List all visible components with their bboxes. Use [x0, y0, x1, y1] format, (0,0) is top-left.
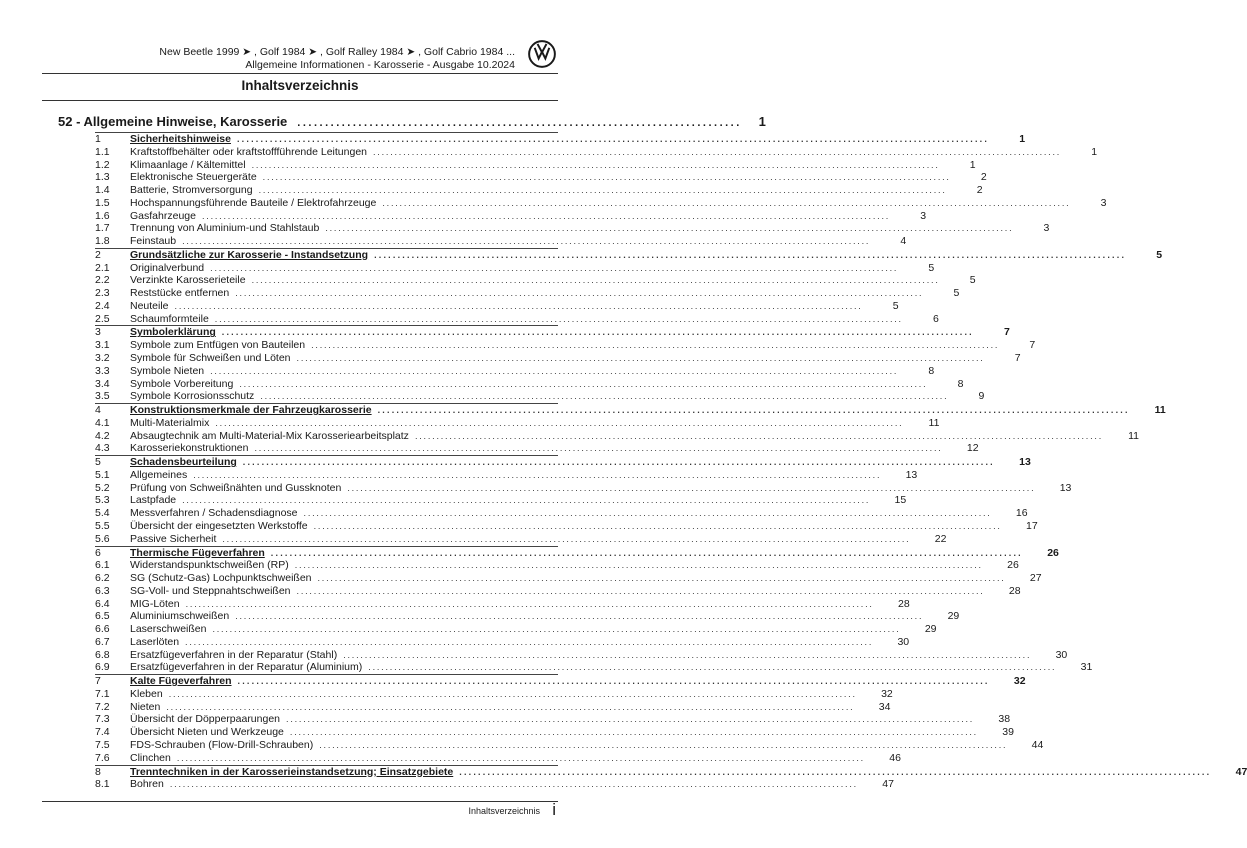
- entry-number: 7.1: [95, 687, 110, 700]
- entry-number: 3.4: [95, 377, 110, 390]
- entry-page: 44: [1031, 738, 1044, 751]
- entry-number: 5.6: [95, 532, 110, 545]
- entry-title: Lastpfade: [130, 494, 177, 507]
- entry-page: 15: [894, 494, 907, 507]
- entry-number: 6.2: [95, 572, 110, 585]
- toc-subsection-entry[interactable]: [95, 222, 1050, 235]
- entry-number: 1: [95, 133, 101, 145]
- dot-leader: ................................................................................................................................................................: [459, 766, 1212, 777]
- entry-page: 5: [928, 261, 935, 274]
- entry-title: Übersicht der Döpperpaarungen: [130, 713, 281, 726]
- entry-page: 30: [1055, 648, 1068, 661]
- dot-leader: ................................................................................................................................................................: [168, 688, 857, 699]
- toc-subsection-entry[interactable]: [95, 623, 937, 636]
- entry-title: MIG-Löten: [130, 597, 180, 610]
- entry-page: 13: [1059, 481, 1072, 494]
- entry-page: 29: [924, 623, 937, 636]
- entry-number: 6: [95, 546, 101, 559]
- entry-page: 32: [881, 687, 893, 700]
- dot-leader: ................................................................................................................................................................: [185, 598, 874, 609]
- dot-leader: ................................................................................................................................................................: [210, 365, 899, 376]
- entry-title: Nieten: [130, 700, 161, 713]
- entry-title: Grundsätzliche zur Karosserie - Instandsetzung: [130, 248, 369, 261]
- dot-leader: ................................................................................................................................................................: [313, 520, 1002, 531]
- dot-leader: ................................................................................................................................................................: [262, 172, 951, 183]
- entry-number: 6.1: [95, 559, 110, 572]
- entry-title: Ersatzfügeverfahren in der Reparatur (Aluminium): [130, 661, 363, 674]
- toc-subsection-entry[interactable]: [95, 299, 899, 313]
- dot-leader: ................................................................................................................................................................: [311, 340, 1000, 351]
- entry-page: 11: [928, 416, 940, 429]
- document-header: [159, 46, 515, 72]
- dot-leader: ................................................................................................................................................................: [289, 727, 978, 738]
- entry-number: 7.2: [95, 700, 110, 713]
- entry-number: 6.9: [95, 661, 110, 674]
- entry-title: Elektronische Steuergeräte: [130, 171, 257, 184]
- entry-title: Konstruktionsmerkmale der Fahrzeugkarosserie: [130, 404, 372, 417]
- dot-leader: ................................................................................................................................................................: [235, 288, 924, 299]
- dot-leader: ................................................................................................................................................................: [368, 662, 1057, 673]
- entry-number: 2: [95, 248, 101, 261]
- dot-leader: ................................................................................................................................................................: [235, 611, 924, 622]
- dot-leader: ................................................................................................................................................................: [236, 134, 990, 144]
- dot-leader: ................................................................................................................................................................: [201, 210, 891, 221]
- entry-page: 5: [953, 287, 960, 300]
- entry-title: Symbole für Schweißen und Löten: [130, 352, 291, 365]
- entry-number: 1.5: [95, 196, 110, 209]
- entry-number: 1.7: [95, 222, 110, 235]
- dot-leader: ................................................................................: [297, 117, 742, 129]
- dot-leader: ................................................................................................................................................................: [222, 533, 911, 544]
- page-title: Inhaltsverzeichnis: [241, 78, 359, 93]
- toc-subsection-entry[interactable]: [95, 507, 1028, 520]
- entry-title: Symbole Korrosionsschutz: [130, 390, 255, 403]
- dot-leader: ................................................................................................................................................................: [377, 405, 1130, 416]
- dot-leader: ................................................................................................................................................................: [254, 443, 943, 454]
- dot-leader: ................................................................................................................................................................: [296, 585, 985, 596]
- entry-page: 47: [882, 778, 894, 791]
- entry-title: SG-Voll- und Steppnahtschweißen: [130, 584, 291, 597]
- entry-page: 3: [1100, 196, 1107, 209]
- entry-page: 2: [976, 184, 983, 197]
- entry-page: 8: [928, 364, 935, 377]
- entry-page: 5: [892, 299, 899, 312]
- entry-title: Messverfahren / Schadensdiagnose: [130, 507, 298, 520]
- toc-subsection-entry[interactable]: [95, 713, 1011, 726]
- entry-page: 39: [1002, 726, 1014, 739]
- entry-title: Trenntechniken in der Karosserieinstandsetzung; Einsatzgebiete: [130, 765, 454, 778]
- entry-page: 26: [1047, 546, 1059, 559]
- dot-leader: ................................................................................................................................................................: [317, 573, 1006, 584]
- entry-title: Absaugtechnik am Multi-Material-Mix Karosseriearbeitsplatz: [130, 429, 409, 442]
- toc-subsection-entry[interactable]: [95, 610, 960, 623]
- dot-leader: ................................................................................................................................................................: [210, 262, 899, 273]
- footer-page-number: i: [552, 800, 556, 819]
- entry-title: Symbolerklärung: [130, 326, 216, 339]
- entry-page: 16: [1015, 507, 1028, 520]
- chapter-page: 1: [758, 114, 766, 129]
- dot-leader: ................................................................................................................................................................: [242, 457, 995, 468]
- entry-title: Übersicht der eingesetzten Werkstoffe: [130, 519, 308, 532]
- toc-section-entry[interactable]: [95, 456, 1031, 469]
- toc-subsection-entry[interactable]: [95, 184, 983, 197]
- toc-subsection-entry[interactable]: [95, 390, 985, 403]
- entry-number: 7.6: [95, 751, 110, 764]
- dot-leader: ................................................................................................................................................................: [237, 676, 990, 687]
- entry-title: Schadensbeurteilung: [130, 456, 237, 469]
- toc-subsection-entry[interactable]: [95, 442, 979, 455]
- entry-number: 4.3: [95, 442, 110, 455]
- footer-label: Inhaltsverzeichnis: [468, 806, 540, 816]
- entry-page: 7: [1029, 339, 1036, 352]
- entry-number: 1.8: [95, 235, 110, 248]
- entry-title: Symbole Vorbereitung: [130, 377, 234, 390]
- dot-leader: ................................................................................................................................................................: [239, 378, 928, 389]
- toc-chapter-entry[interactable]: [58, 114, 766, 132]
- header-rule-bottom: [42, 100, 558, 101]
- entry-title: Bohren: [130, 778, 164, 791]
- chapter-title: 52 - Allgemeine Hinweise, Karosserie: [58, 114, 288, 129]
- dot-leader: ................................................................................................................................................................: [251, 275, 940, 286]
- dot-leader: ................................................................................................................................................................: [193, 469, 882, 480]
- entry-title: Feinstaub: [130, 235, 177, 248]
- dot-leader: ................................................................................................................................................................: [347, 482, 1036, 493]
- entry-title: Schaumformteile: [130, 312, 209, 325]
- entry-page: 28: [1008, 584, 1021, 597]
- toc-subsection-entry[interactable]: [95, 416, 940, 430]
- entry-number: 4.1: [95, 416, 110, 429]
- entry-page: 32: [1013, 675, 1026, 688]
- entry-title: FDS-Schrauben (Flow-Drill-Schrauben): [130, 738, 314, 751]
- entry-number: 3.3: [95, 364, 110, 377]
- entry-number: 1.4: [95, 184, 110, 197]
- toc-subsection-entry[interactable]: [95, 209, 927, 223]
- toc-subsection-entry[interactable]: [95, 481, 1072, 495]
- vw-logo-icon: [528, 40, 556, 68]
- entry-number: 7: [95, 675, 101, 688]
- entry-number: 8: [95, 765, 101, 778]
- toc-subsection-entry[interactable]: [95, 235, 907, 248]
- toc-subsection-entry[interactable]: [95, 494, 907, 507]
- entry-title: Multi-Materialmix: [130, 416, 210, 429]
- dot-leader: ................................................................................................................................................................: [176, 752, 865, 763]
- toc-subsection-entry[interactable]: [95, 312, 939, 326]
- table-of-contents: [95, 132, 1247, 791]
- entry-number: 2.5: [95, 312, 110, 325]
- entry-number: 5.1: [95, 468, 110, 481]
- toc-subsection-entry[interactable]: [95, 751, 901, 765]
- toc-subsection-entry[interactable]: [95, 287, 960, 300]
- entry-page: 13: [905, 468, 918, 481]
- entry-number: 6.5: [95, 610, 110, 623]
- entry-title: Clinchen: [130, 751, 171, 764]
- toc-subsection-entry[interactable]: [95, 196, 1107, 210]
- entry-title: SG (Schutz-Gas) Lochpunktschweißen: [130, 572, 312, 585]
- entry-number: 1.2: [95, 158, 110, 171]
- entry-title: Laserschweißen: [130, 623, 207, 636]
- entry-page: 30: [897, 635, 910, 648]
- dot-leader: ................................................................................................................................................................: [296, 353, 985, 364]
- dot-leader: ................................................................................................................................................................: [251, 159, 940, 170]
- entry-number: 3.5: [95, 390, 110, 403]
- dot-leader: ................................................................................................................................................................: [343, 649, 1032, 660]
- entry-page: 46: [889, 751, 901, 764]
- entry-number: 6.7: [95, 635, 110, 648]
- entry-number: 2.1: [95, 261, 110, 274]
- entry-number: 3: [95, 326, 101, 339]
- entry-number: 7.5: [95, 738, 110, 751]
- entry-number: 1.1: [95, 145, 110, 158]
- toc-subsection-entry[interactable]: [95, 339, 1036, 352]
- entry-number: 2.3: [95, 287, 110, 300]
- entry-page: 47: [1235, 765, 1247, 778]
- toc-section-entry[interactable]: [95, 546, 1059, 560]
- entry-number: 6.8: [95, 648, 110, 661]
- entry-number: 3.2: [95, 352, 110, 365]
- entry-number: 5.3: [95, 494, 110, 507]
- entry-title: Kraftstoffbehälter oder kraftstoffführende Leitungen: [130, 145, 367, 158]
- entry-page: 11: [1154, 404, 1166, 417]
- toc-subsection-entry[interactable]: [95, 532, 947, 546]
- dot-leader: ................................................................................................................................................................: [185, 636, 874, 647]
- entry-number: 6.6: [95, 623, 110, 636]
- toc-subsection-entry[interactable]: [95, 171, 987, 184]
- dot-leader: ................................................................................................................................................................: [374, 249, 1127, 260]
- entry-title: Klimaanlage / Kältemittel: [130, 158, 246, 171]
- dot-leader: ................................................................................................................................................................: [414, 430, 1104, 441]
- header-rule-top: [42, 73, 558, 74]
- entry-number: 3.1: [95, 339, 110, 352]
- toc-subsection-entry[interactable]: [95, 700, 891, 714]
- toc-subsection-entry[interactable]: [95, 687, 893, 701]
- entry-number: 8.1: [95, 778, 110, 791]
- entry-page: 12: [966, 442, 979, 455]
- dot-leader: ................................................................................................................................................................: [382, 197, 1071, 208]
- entry-title: Passive Sicherheit: [130, 532, 217, 545]
- toc-subsection-entry[interactable]: [95, 648, 1068, 662]
- entry-title: Verzinkte Karosserieteile: [130, 274, 246, 287]
- entry-number: 4: [95, 404, 101, 417]
- entry-page: 1: [969, 158, 976, 171]
- toc-subsection-entry[interactable]: [95, 261, 935, 275]
- entry-number: 6.3: [95, 584, 110, 597]
- entry-title: Prüfung von Schweißnähten und Gussknoten: [130, 481, 342, 494]
- dot-leader: ................................................................................................................................................................: [270, 547, 1023, 558]
- toc-subsection-entry[interactable]: [95, 661, 1093, 674]
- dot-leader: ................................................................................................................................................................: [258, 185, 947, 196]
- entry-title: Gasfahrzeuge: [130, 209, 196, 222]
- dot-leader: ................................................................................................................................................................: [182, 495, 871, 506]
- entry-title: Symbole zum Entfügen von Bauteilen: [130, 339, 306, 352]
- toc-subsection-entry[interactable]: [95, 597, 910, 611]
- entry-title: Kalte Fügeverfahren: [130, 675, 232, 688]
- toc-subsection-entry[interactable]: [95, 158, 976, 172]
- toc-subsection-entry[interactable]: [95, 726, 1014, 739]
- entry-number: 7.4: [95, 726, 110, 739]
- entry-title: Übersicht Nieten und Werkzeuge: [130, 726, 284, 739]
- entry-number: 5.4: [95, 507, 110, 520]
- toc-section-entry[interactable]: [95, 133, 1026, 146]
- toc-subsection-entry[interactable]: [95, 572, 1042, 585]
- entry-title: Trennung von Aluminium-und Stahlstaub: [130, 222, 320, 235]
- entry-page: 8: [957, 377, 964, 390]
- dot-leader: ................................................................................................................................................................: [221, 327, 974, 338]
- dot-leader: ................................................................................................................................................................: [260, 391, 949, 402]
- entry-page: 7: [1014, 352, 1021, 365]
- entry-title: Reststücke entfernen: [130, 287, 230, 300]
- entry-page: 1: [1091, 145, 1098, 158]
- entry-number: 2.4: [95, 299, 110, 312]
- dot-leader: ................................................................................................................................................................: [319, 739, 1008, 750]
- toc-subsection-entry[interactable]: [95, 635, 910, 649]
- entry-page: 27: [1029, 572, 1042, 585]
- entry-title: Sicherheitshinweise: [130, 133, 231, 145]
- dot-leader: ................................................................................................................................................................: [286, 714, 975, 725]
- entry-page: 4: [900, 235, 907, 248]
- toc-subsection-entry[interactable]: [95, 519, 1038, 533]
- dot-leader: ................................................................................................................................................................: [182, 236, 871, 247]
- entry-page: 9: [978, 390, 985, 403]
- entry-title: Batterie, Stromversorgung: [130, 184, 253, 197]
- entry-page: 28: [898, 597, 910, 610]
- entry-number: 1.3: [95, 171, 110, 184]
- toc-subsection-entry[interactable]: [95, 145, 1098, 159]
- dot-leader: ................................................................................................................................................................: [169, 779, 858, 790]
- dot-leader: ................................................................................................................................................................: [214, 313, 903, 324]
- entry-title: Allgemeines: [130, 468, 188, 481]
- entry-number: 1.6: [95, 209, 110, 222]
- dot-leader: ................................................................................................................................................................: [174, 300, 863, 311]
- dot-leader: ................................................................................................................................................................: [212, 624, 901, 635]
- header-models: New Beetle 1999 ➤ , Golf 1984 ➤ , Golf Ralley 1984 ➤ , Golf Cabrio 1984 ...: [159, 46, 515, 58]
- footer-rule: [42, 801, 558, 802]
- dot-leader: ................................................................................................................................................................: [166, 701, 855, 712]
- entry-page: 2: [980, 171, 987, 184]
- toc-subsection-entry[interactable]: [95, 352, 1021, 365]
- entry-title: Karosseriekonstruktionen: [130, 442, 249, 455]
- toc-subsection-entry[interactable]: [95, 429, 1140, 443]
- toc-section-entry[interactable]: [95, 326, 1010, 339]
- entry-title: Neuteile: [130, 299, 169, 312]
- toc-subsection-entry[interactable]: [95, 468, 918, 482]
- entry-page: 22: [934, 532, 947, 545]
- toc-subsection-entry[interactable]: [95, 559, 1019, 572]
- entry-page: 3: [920, 209, 927, 222]
- entry-number: 6.4: [95, 597, 110, 610]
- entry-page: 3: [1043, 222, 1050, 235]
- dot-leader: ................................................................................................................................................................: [294, 560, 983, 571]
- entry-page: 6: [933, 312, 939, 325]
- dot-leader: ................................................................................................................................................................: [325, 223, 1014, 234]
- entry-title: Ersatzfügeverfahren in der Reparatur (Stahl): [130, 648, 338, 661]
- toc-subsection-entry[interactable]: [95, 738, 1044, 752]
- toc-subsection-entry[interactable]: [95, 584, 1021, 598]
- toc-subsection-entry[interactable]: [95, 778, 894, 791]
- entry-page: 17: [1026, 519, 1038, 532]
- entry-number: 7.3: [95, 713, 110, 726]
- entry-number: 4.2: [95, 429, 110, 442]
- entry-title: Hochspannungsführende Bauteile / Elektrofahrzeuge: [130, 196, 377, 209]
- entry-title: Widerstandspunktschweißen (RP): [130, 559, 289, 572]
- toc-section-entry[interactable]: [95, 765, 1247, 779]
- toc-section-entry[interactable]: [95, 404, 1166, 417]
- header-subtitle: Allgemeine Informationen - Karosserie - Ausgabe 10.2024: [245, 59, 515, 71]
- toc-subsection-entry[interactable]: [95, 377, 964, 391]
- dot-leader: ................................................................................................................................................................: [303, 508, 992, 519]
- entry-page: 34: [878, 700, 891, 713]
- entry-number: 5.2: [95, 481, 110, 494]
- entry-page: 5: [1156, 248, 1163, 261]
- entry-number: 5: [95, 456, 101, 469]
- entry-page: 13: [1019, 456, 1031, 469]
- toc-subsection-entry[interactable]: [95, 364, 935, 378]
- toc-subsection-entry[interactable]: [95, 274, 976, 287]
- entry-title: Originalverbund: [130, 261, 205, 274]
- entry-number: 5.5: [95, 519, 110, 532]
- entry-page: 1: [1019, 133, 1026, 145]
- entry-title: Aluminiumschweißen: [130, 610, 230, 623]
- dot-leader: ................................................................................................................................................................: [215, 417, 904, 428]
- entry-title: Laserlöten: [130, 635, 180, 648]
- entry-number: 2.2: [95, 274, 110, 287]
- entry-page: 5: [969, 274, 976, 287]
- entry-page: 26: [1007, 559, 1019, 572]
- entry-page: 29: [947, 610, 960, 623]
- entry-title: Thermische Fügeverfahren: [130, 546, 265, 559]
- entry-title: Symbole Nieten: [130, 364, 205, 377]
- entry-page: 38: [998, 713, 1011, 726]
- toc-section-entry[interactable]: [95, 675, 1026, 688]
- entry-title: Kleben: [130, 687, 163, 700]
- entry-page: 7: [1004, 326, 1010, 339]
- dot-leader: ................................................................................................................................................................: [373, 146, 1062, 157]
- entry-page: 11: [1128, 429, 1140, 442]
- entry-page: 31: [1080, 661, 1093, 674]
- toc-section-entry[interactable]: [95, 248, 1163, 262]
